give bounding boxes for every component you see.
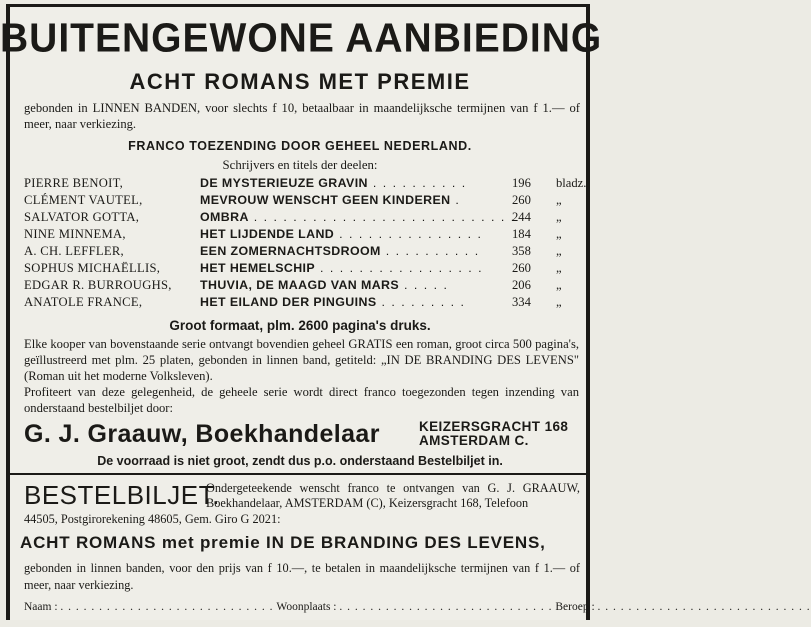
book-unit: „ [556, 244, 562, 258]
book-author: CLÉMENT VAUTEL, [24, 193, 143, 207]
book-author: PIERRE BENOIT, [24, 176, 124, 190]
section-divider [10, 473, 586, 475]
book-unit: bladz. [556, 176, 587, 190]
book-title: OMBRA . . . . . . . . . . . . . . . . . . . . . . . . . . . [200, 210, 516, 224]
profession-field[interactable]: . . . . . . . . . . . . . . . . . . . . . . . . . . . . [597, 601, 811, 613]
book-author: SALVATOR GOTTA, [24, 210, 140, 224]
book-pages: 334 [512, 295, 531, 309]
headline: BUITENGEWONE AANBIEDING [0, 15, 603, 62]
book-title: DE MYSTERIEUZE GRAVIN . . . . . . . . . . [200, 176, 467, 190]
top-border [6, 4, 590, 7]
seller-address-city: AMSTERDAM C. [419, 433, 529, 448]
order-form-text: Ondergeteekende wenscht franco te ontvangen van G. J. GRAAUW, Boekhandelaar, AMSTERDAM (C), Keizersgracht 168, Telefoon [206, 481, 580, 510]
book-row [24, 244, 584, 261]
residence-field[interactable]: . . . . . . . . . . . . . . . . . . . . . . . . . . . . [339, 601, 553, 613]
book-row [24, 295, 584, 312]
book-pages: 358 [512, 244, 531, 258]
offer-paragraph: Profiteert van deze gelegenheid, de geheele serie wordt direct franco toegezonden tegen inzending van onderstaand bestelbiljet door: [24, 385, 579, 415]
book-row [24, 261, 584, 278]
shipping-note: FRANCO TOEZENDING DOOR GEHEEL NEDERLAND. [128, 139, 472, 153]
subheadline: ACHT ROMANS MET PREMIE [129, 69, 471, 94]
book-author: A. CH. LEFFLER, [24, 244, 125, 258]
book-unit: „ [556, 227, 562, 241]
book-unit: „ [556, 210, 562, 224]
residence-label: Woonplaats : [276, 601, 337, 613]
book-author: ANATOLE FRANCE, [24, 295, 143, 309]
writers-heading: Schrijvers en titels der deelen: [222, 158, 378, 172]
format-note: Groot formaat, plm. 2600 pagina's druks. [169, 318, 431, 333]
book-pages: 260 [512, 261, 531, 275]
seller-address-street: KEIZERSGRACHT 168 [419, 419, 569, 434]
order-form-title: BESTELBILJET. [24, 480, 220, 510]
order-form-fields [24, 601, 811, 613]
order-form-text-continued: 44505, Postgirorekening 48605, Gem. Giro G 2021: [24, 512, 281, 526]
order-form-terms: gebonden in linnen banden, voor den prijs van f 10.—, te betalen in maandelijksche termijnen van f 1.— of meer, naar verkiezing. [24, 561, 580, 592]
book-list [24, 176, 587, 312]
profession-label: Beroep : [555, 601, 595, 613]
book-pages: 184 [512, 227, 531, 241]
seller-name: G. J. Graauw, Boekhandelaar [24, 420, 380, 448]
book-title: MEVROUW WENSCHT GEEN KINDEREN . [200, 193, 461, 207]
book-title: HET EILAND DER PINGUINS . . . . . . . . . [200, 295, 466, 309]
book-pages: 196 [512, 176, 531, 190]
book-row [24, 193, 584, 210]
book-row [24, 227, 584, 244]
book-pages: 260 [512, 193, 531, 207]
stock-note: De voorraad is niet groot, zendt dus p.o. onderstaand Bestelbiljet in. [97, 454, 503, 468]
book-unit: „ [556, 193, 562, 207]
book-unit: „ [556, 278, 562, 292]
book-unit: „ [556, 295, 562, 309]
name-label: Naam : [24, 601, 58, 613]
advertisement-frame [6, 4, 590, 620]
premium-paragraph: Elke kooper van bovenstaande serie ontvangt bovendien geheel GRATIS een roman, groot circa 500 pagina's, geïllustreerd met plm. 25 platen, gebonden in linnen band, getiteld: „IN DE BRANDING DES LEVENS" (Roman uit het moderne Volksleven). [24, 337, 579, 383]
book-title: HET HEMELSCHIP . . . . . . . . . . . . . . . . . [200, 261, 484, 275]
book-author: EDGAR R. BURROUGHS, [24, 278, 172, 292]
order-form-heading: ACHT ROMANS met premie IN DE BRANDING DES LEVENS, [20, 533, 546, 552]
book-pages: 206 [512, 278, 531, 292]
name-field[interactable]: . . . . . . . . . . . . . . . . . . . . . . . . . . . . [60, 601, 274, 613]
intro-text: gebonden in LINNEN BANDEN, voor slechts f 10, betaalbaar in maandelijksche termijnen van f 1.— of meer, naar verkiezing. [24, 101, 580, 131]
book-row [24, 210, 584, 227]
book-author: SOPHUS MICHAËLLIS, [24, 261, 161, 275]
book-unit: „ [556, 261, 562, 275]
book-title: HET LIJDENDE LAND . . . . . . . . . . . . . . . [200, 227, 483, 241]
book-author: NINE MINNEMA, [24, 227, 126, 241]
book-title: THUVIA, DE MAAGD VAN MARS . . . . . [200, 278, 449, 292]
book-row [24, 278, 584, 295]
book-title: EEN ZOMERNACHTSDROOM . . . . . . . . . . [200, 244, 480, 258]
book-row [24, 176, 587, 193]
book-pages: 244 [512, 210, 531, 224]
